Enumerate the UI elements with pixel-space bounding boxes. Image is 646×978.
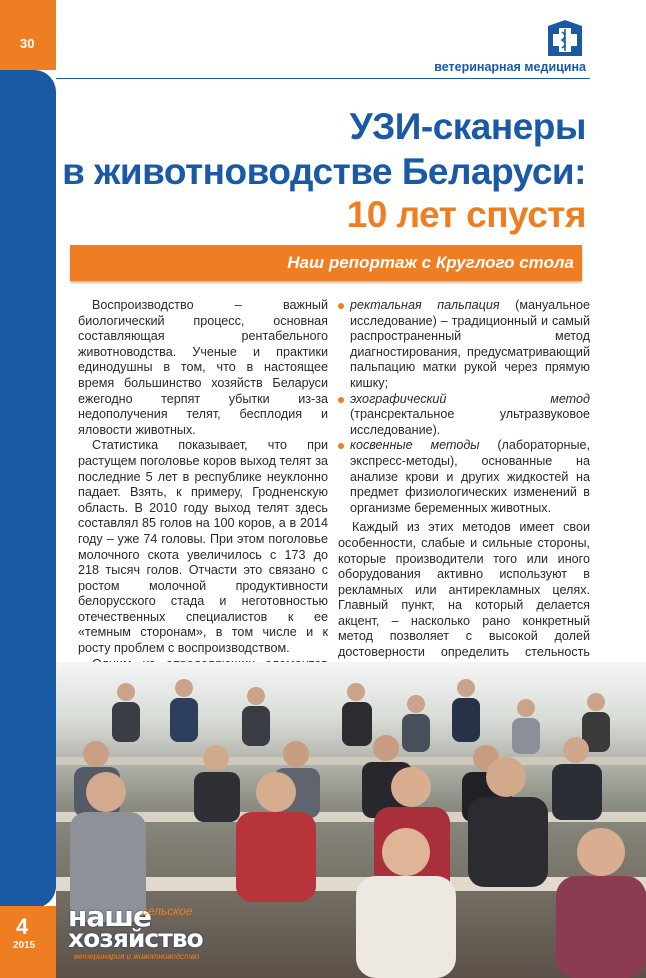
bullet-icon — [338, 303, 344, 309]
title-line-2: в животноводстве Беларуси: — [62, 151, 586, 192]
method-item — [338, 438, 590, 516]
masthead-word-2: сельское — [142, 904, 193, 918]
method-term: эхографический метод — [350, 391, 590, 406]
header-divider — [56, 78, 590, 79]
title-line-1: УЗИ-сканеры — [349, 106, 586, 147]
page-number-tab — [0, 0, 56, 70]
paragraph: Воспроизводство – важный биологический процесс, основная составляющая рентабельного животноводства. Ученые и практики единодушны в том, что в настоящее время большинство хозяйств Беларуси ежегодно терпят убытки из-за недополучения телят, бесплодия и яловости животных. — [78, 298, 328, 437]
veterinary-cross-icon — [544, 18, 586, 58]
method-term: ректальная пальпация — [350, 298, 500, 312]
method-item — [338, 392, 590, 439]
bullet-icon — [338, 397, 344, 403]
paragraph: Статистика показывает, что при растущем поголовье коров выход телят за последние 5 лет в республике неуклонно падает. Взять, к примеру, Гродненскую область. В 2010 году выход телят здесь составлял 85 голов на 100 коров, а в 2014 году – уже 74 головы. При этом поголовье молочного скота увеличилось с 173 до 218 тысяч голов. Отчасти это связано с ростом молочной продуктивности белорусского стада и неготовностью отечественных специалистов к ее «темным сторонам», в том числе и к росту проблем с воспроизводством. — [78, 438, 328, 656]
masthead-word-3: хозяйство — [68, 924, 203, 953]
issue-year: 2015 — [13, 940, 36, 951]
bullet-icon — [338, 443, 344, 449]
magazine-masthead — [68, 900, 228, 972]
issue-number: 4 — [16, 914, 29, 939]
left-margin-bar — [0, 70, 56, 908]
method-text: (мануальное исследование) – традиционный и самый распространенный метод диагностирования, предусматривающий пальпацию матки рукой через прямую кишку; — [350, 298, 591, 390]
method-item — [338, 298, 590, 392]
subtitle-banner — [70, 245, 582, 281]
title-line-3: 10 лет спустя — [346, 194, 586, 235]
method-text: (трансректальное ультразвуковое исследование). — [350, 407, 590, 437]
subtitle: Наш репортаж с Круглого стола — [287, 253, 574, 272]
paragraph: Каждый из этих методов имеет свои особенности, слабые и сильные стороны, которые производители того или иного оборудования активно используют в рекламных или антирекламных целях. Главный пункт, на который делается акцент, – насколько рано конкретный метод позволяет с высокой долей достоверности определить стельность — [338, 520, 590, 660]
method-text: (лабораторные, экспресс-методы), основанные на анализе крови и других жидкостей на предмет физиологических изменений в организме беременных животных. — [350, 438, 590, 515]
method-term: косвенные методы — [350, 438, 480, 453]
masthead-word-1: наше — [68, 900, 151, 933]
masthead-tagline: ветеринария и животноводство — [74, 952, 200, 961]
section-label: ветеринарная медицина — [434, 60, 586, 74]
page-number: 30 — [20, 36, 35, 51]
